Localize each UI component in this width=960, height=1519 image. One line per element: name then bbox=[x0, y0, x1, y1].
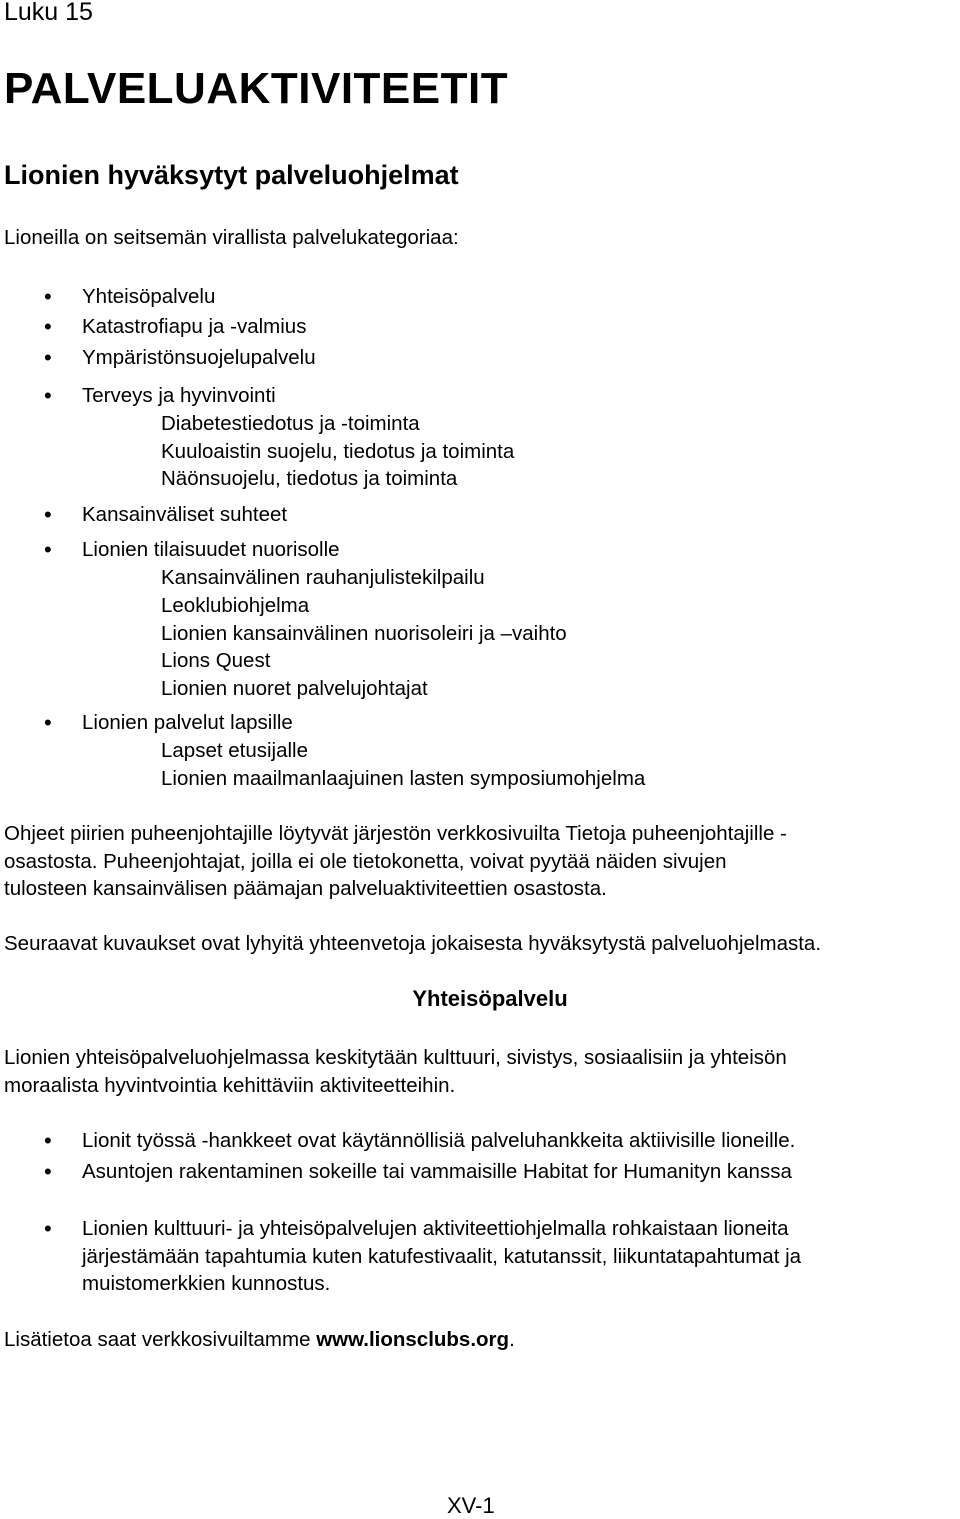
subcategory-label: Diabetestiedotus ja -toiminta bbox=[161, 412, 420, 435]
page-title: PALVELUAKTIVITEETIT bbox=[4, 64, 509, 113]
section-subtitle: Lionien hyväksytyt palveluohjelmat bbox=[4, 160, 459, 190]
more-info-end: . bbox=[509, 1328, 515, 1351]
bullet-icon: • bbox=[44, 710, 52, 735]
section-description-line: Lionien yhteisöpalveluohjelmassa keskitytään kulttuuri, sivistys, sosiaalisiin ja yhteisön bbox=[4, 1046, 787, 1069]
subcategory-label: Leoklubiohjelma bbox=[161, 594, 310, 617]
category-label: Kansainväliset suhteet bbox=[82, 503, 288, 526]
intro-text: Lioneilla on seitsemän virallista palvelukategoriaa: bbox=[4, 226, 459, 249]
list-item: Lionit työssä -hankkeet ovat käytännöllisiä palveluhankkeita aktiivisille lioneille. bbox=[82, 1129, 796, 1152]
bullet-icon: • bbox=[44, 502, 52, 527]
more-info bbox=[4, 1326, 934, 1354]
subcategory-label: Kuuloaistin suojelu, tiedotus ja toiminta bbox=[161, 440, 515, 463]
section-description-line: moraalista hyvintvointia kehittäviin aktiviteetteihin. bbox=[4, 1073, 456, 1097]
bullet-icon: • bbox=[44, 284, 52, 309]
more-info-text: Lisätietoa saat verkkosivuiltamme bbox=[4, 1328, 317, 1351]
subcategory-label: Lionien kansainvälinen nuorisoleiri ja –vaihto bbox=[161, 622, 567, 645]
instructions-line: osastosta. Puheenjohtajat, joilla ei ole tietokonetta, voivat pyytää näiden sivujen bbox=[4, 849, 727, 873]
chapter-label: Luku 15 bbox=[4, 0, 93, 26]
category-label: Lionien palvelut lapsille bbox=[82, 711, 293, 734]
bullet-icon: • bbox=[44, 1159, 52, 1184]
subcategory-label: Näönsuojelu, tiedotus ja toiminta bbox=[161, 467, 458, 490]
website-link[interactable]: www.lionsclubs.org bbox=[316, 1328, 510, 1351]
category-label: Lionien tilaisuudet nuorisolle bbox=[82, 538, 340, 561]
bullet-icon: • bbox=[44, 1216, 52, 1241]
list-item: Asuntojen rakentaminen sokeille tai vammaisille Habitat for Humanityn kanssa bbox=[82, 1160, 792, 1183]
summary-paragraph: Seuraavat kuvaukset ovat lyhyitä yhteenvetoja jokaisesta hyväksytystä palveluohjelmasta. bbox=[4, 932, 822, 955]
section-description bbox=[4, 1044, 934, 1099]
bullet-icon: • bbox=[44, 1128, 52, 1153]
bullet-icon: • bbox=[44, 383, 52, 408]
list-item-line: muistomerkkien kunnostus. bbox=[82, 1272, 331, 1295]
category-label: Ympäristönsuojelupalvelu bbox=[82, 346, 316, 369]
bullet-icon: • bbox=[44, 345, 52, 370]
list-item bbox=[82, 1215, 942, 1298]
subcategory-label: Lions Quest bbox=[161, 649, 271, 672]
subcategory-label: Lapset etusijalle bbox=[161, 739, 309, 762]
bullet-icon: • bbox=[44, 537, 52, 562]
section-heading: Yhteisöpalvelu bbox=[412, 986, 568, 1011]
category-label: Yhteisöpalvelu bbox=[82, 285, 216, 308]
subcategory-label: Kansainvälinen rauhanjulistekilpailu bbox=[161, 566, 485, 589]
list-item-line: Lionien kulttuuri- ja yhteisöpalvelujen aktiviteettiohjelmalla rohkaistaan lioneita bbox=[82, 1217, 789, 1240]
instructions-line: tulosteen kansainvälisen päämajan palveluaktiviteettien osastosta. bbox=[4, 877, 607, 900]
category-label: Katastrofiapu ja -valmius bbox=[82, 315, 307, 338]
subcategory-label: Lionien maailmanlaajuinen lasten symposiumohjelma bbox=[161, 767, 646, 790]
instructions-line: Ohjeet piirien puheenjohtajille löytyvät järjestön verkkosivuilta Tietoja puheenjohtajille - bbox=[4, 822, 787, 845]
category-label: Terveys ja hyvinvointi bbox=[82, 384, 276, 407]
page-number: XV-1 bbox=[447, 1493, 495, 1518]
subcategory-label: Lionien nuoret palvelujohtajat bbox=[161, 677, 428, 700]
instructions-paragraph bbox=[4, 820, 934, 903]
bullet-icon: • bbox=[44, 314, 52, 339]
list-item-line: järjestämään tapahtumia kuten katufestivaalit, katutanssit, liikuntatapahtumat ja bbox=[82, 1244, 802, 1268]
